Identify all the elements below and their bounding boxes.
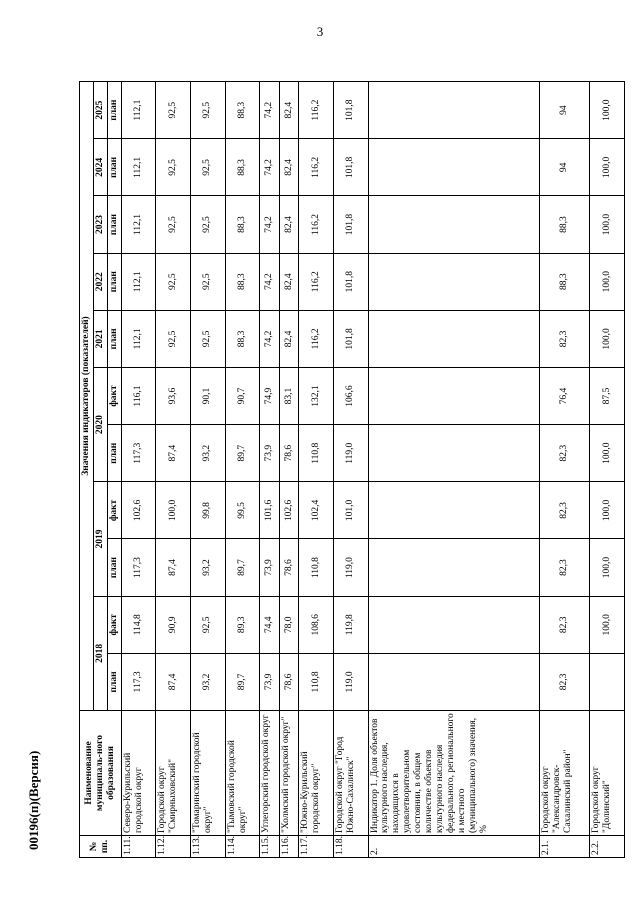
- indicator-value: 82,4: [279, 82, 298, 139]
- row-number: 2.: [368, 836, 540, 858]
- indicator-value: 82,3: [540, 596, 590, 653]
- table-row: [260, 82, 279, 858]
- indicator-value: 74,4: [260, 596, 279, 653]
- indicator-value: [368, 482, 540, 539]
- indicator-value: 100,0: [590, 253, 625, 310]
- table-row: [121, 82, 156, 858]
- indicator-value: 112,1: [121, 253, 156, 310]
- indicator-value: 92,5: [156, 310, 191, 367]
- indicator-value: 100,0: [156, 482, 191, 539]
- header-year: 2024: [93, 139, 107, 196]
- indicator-value: 88,3: [225, 196, 260, 253]
- indicator-value: 73,9: [260, 653, 279, 710]
- table-row: [279, 82, 298, 858]
- indicator-value: 74,2: [260, 310, 279, 367]
- municipality-name: Индикатор 1. Доля объектов культурного наследия, находящихся в удовлетворительном состоянии, в общем количестве объектов культурного наследия федерального, регионального и местного (муниципального) значения, %: [368, 711, 540, 836]
- indicator-value: 92,5: [156, 196, 191, 253]
- indicator-value: 89,7: [225, 539, 260, 596]
- table-row: [156, 82, 191, 858]
- municipality-name: Углегорский городской округ: [260, 711, 279, 836]
- municipality-name: "Тымовский городской округ": [225, 711, 260, 836]
- indicator-value: 101,0: [333, 482, 368, 539]
- indicator-value: 132,1: [299, 367, 334, 424]
- indicator-value: 88,3: [225, 82, 260, 139]
- indicator-value: [368, 653, 540, 710]
- indicator-value: 74,2: [260, 253, 279, 310]
- indicator-value: 87,4: [156, 653, 191, 710]
- indicators-table: [79, 81, 625, 858]
- indicator-value: [368, 253, 540, 310]
- indicator-value: 78,6: [279, 653, 298, 710]
- municipality-name: Городской округ "Смирныховский": [156, 711, 191, 836]
- indicator-value: 112,1: [121, 196, 156, 253]
- row-number: 1.11.: [121, 836, 156, 858]
- indicator-value: 92,5: [191, 139, 226, 196]
- header-name: Наименование муниципаль-ного образования: [80, 711, 122, 836]
- indicator-value: 112,1: [121, 139, 156, 196]
- indicator-value: 100,0: [590, 482, 625, 539]
- indicator-value: 110,8: [299, 539, 334, 596]
- indicator-value: [368, 367, 540, 424]
- table-row: [590, 82, 625, 858]
- indicator-value: 119,8: [333, 596, 368, 653]
- indicator-value: 93,2: [191, 653, 226, 710]
- indicator-value: 101,6: [260, 482, 279, 539]
- header-plan: план: [107, 539, 121, 596]
- indicator-value: 88,3: [225, 253, 260, 310]
- municipality-name: "Южно-Курильский городской округ": [299, 711, 334, 836]
- indicator-value: 100,0: [590, 596, 625, 653]
- indicator-value: 114,8: [121, 596, 156, 653]
- indicator-value: 92,5: [191, 196, 226, 253]
- header-indicator-values: Значения индикаторов (показателей): [80, 82, 94, 711]
- indicator-value: 82,4: [279, 310, 298, 367]
- indicator-value: 90,1: [191, 367, 226, 424]
- header-plan: план: [107, 425, 121, 482]
- header-plan: план: [107, 139, 121, 196]
- indicator-value: 82,3: [540, 310, 590, 367]
- indicator-value: 78,0: [279, 596, 298, 653]
- indicator-value: 99,5: [225, 482, 260, 539]
- indicator-value: 92,5: [191, 596, 226, 653]
- header-plan: план: [107, 196, 121, 253]
- indicator-value: 82,4: [279, 139, 298, 196]
- header-plan: план: [107, 310, 121, 367]
- indicator-value: 99,8: [191, 482, 226, 539]
- indicator-value: 83,1: [279, 367, 298, 424]
- indicator-value: 117,3: [121, 425, 156, 482]
- indicator-value: 119,0: [333, 653, 368, 710]
- indicator-value: 106,6: [333, 367, 368, 424]
- indicator-value: 89,7: [225, 425, 260, 482]
- indicator-value: 100,0: [590, 310, 625, 367]
- indicator-value: 116,2: [299, 82, 334, 139]
- municipality-name: "Холмский городской округ": [279, 711, 298, 836]
- table-row: [540, 82, 590, 858]
- indicator-value: 101,8: [333, 253, 368, 310]
- indicator-value: 110,8: [299, 653, 334, 710]
- indicator-value: 92,5: [156, 253, 191, 310]
- indicator-value: 116,2: [299, 310, 334, 367]
- indicator-value: 88,3: [540, 196, 590, 253]
- row-number: 2.2.: [590, 836, 625, 858]
- indicator-value: 101,8: [333, 196, 368, 253]
- indicator-value: 82,4: [279, 196, 298, 253]
- indicator-value: 88,3: [225, 310, 260, 367]
- indicator-value: 87,4: [156, 425, 191, 482]
- indicator-value: [368, 596, 540, 653]
- indicator-value: [368, 82, 540, 139]
- municipality-name: Городской округ "Александровск-Сахалинский район": [540, 711, 590, 836]
- indicator-value: 82,3: [540, 653, 590, 710]
- row-number: 1.15.: [260, 836, 279, 858]
- indicator-value: 90,7: [225, 367, 260, 424]
- indicator-value: 78,6: [279, 425, 298, 482]
- header-plan: план: [107, 653, 121, 710]
- indicator-value: 94: [540, 139, 590, 196]
- indicator-value: 93,2: [191, 425, 226, 482]
- indicator-value: 112,1: [121, 82, 156, 139]
- header-year: 2018: [93, 596, 107, 710]
- indicator-value: 101,8: [333, 139, 368, 196]
- header-fact: факт: [107, 367, 121, 424]
- indicator-value: 116,2: [299, 139, 334, 196]
- indicator-value: 119,0: [333, 425, 368, 482]
- indicator-value: 82,4: [279, 253, 298, 310]
- row-number: 1.17.: [299, 836, 334, 858]
- indicator-value: 88,3: [225, 139, 260, 196]
- header-no: № пп.: [80, 836, 122, 858]
- indicator-value: 74,2: [260, 82, 279, 139]
- indicator-value: 87,4: [156, 539, 191, 596]
- indicator-value: 110,8: [299, 425, 334, 482]
- header-year: 2023: [93, 196, 107, 253]
- indicator-value: 90,9: [156, 596, 191, 653]
- indicator-value: [368, 139, 540, 196]
- header-year: 2019: [93, 482, 107, 596]
- indicator-value: 92,5: [156, 139, 191, 196]
- indicator-value: 116,2: [299, 253, 334, 310]
- indicator-value: 100,0: [590, 139, 625, 196]
- table-row: [191, 82, 226, 858]
- row-number: 1.13.: [191, 836, 226, 858]
- indicator-value: 119,0: [333, 539, 368, 596]
- indicator-value: 117,3: [121, 539, 156, 596]
- header-plan: план: [107, 82, 121, 139]
- header-year: 2020: [93, 367, 107, 481]
- indicator-value: 74,2: [260, 139, 279, 196]
- table-row: [333, 82, 368, 858]
- row-number: 1.14.: [225, 836, 260, 858]
- indicator-value: [368, 425, 540, 482]
- row-number: 1.12.: [156, 836, 191, 858]
- indicator-value: 102,6: [121, 482, 156, 539]
- header-fact: факт: [107, 482, 121, 539]
- municipality-name: Городской округ "Город Южно-Сахалинск": [333, 711, 368, 836]
- header-year: 2022: [93, 253, 107, 310]
- indicator-value: 82,3: [540, 425, 590, 482]
- rotated-table-container: [79, 81, 625, 858]
- indicator-value: 92,5: [191, 82, 226, 139]
- indicator-value: 92,5: [191, 310, 226, 367]
- indicator-value: 92,5: [191, 253, 226, 310]
- indicator-value: 116,1: [121, 367, 156, 424]
- table-row: [299, 82, 334, 858]
- indicator-value: 102,6: [279, 482, 298, 539]
- table-row: [368, 82, 540, 858]
- indicator-value: 73,9: [260, 425, 279, 482]
- header-row-group: [80, 82, 94, 858]
- table-row: [225, 82, 260, 858]
- indicator-value: [368, 539, 540, 596]
- indicator-value: 101,8: [333, 310, 368, 367]
- indicator-value: 82,3: [540, 482, 590, 539]
- indicator-value: 89,7: [225, 653, 260, 710]
- header-fact: факт: [107, 596, 121, 653]
- indicator-value: 108,6: [299, 596, 334, 653]
- indicator-value: 88,3: [540, 253, 590, 310]
- indicator-value: 100,0: [590, 82, 625, 139]
- indicator-value: 112,1: [121, 310, 156, 367]
- indicator-value: [368, 310, 540, 367]
- row-number: 1.18.: [333, 836, 368, 858]
- indicator-value: 100,0: [590, 425, 625, 482]
- indicator-value: 76,4: [540, 367, 590, 424]
- indicator-value: 100,0: [590, 539, 625, 596]
- indicator-value: [590, 653, 625, 710]
- indicator-value: 89,3: [225, 596, 260, 653]
- indicator-value: 101,8: [333, 82, 368, 139]
- indicator-value: 74,2: [260, 196, 279, 253]
- indicator-value: 102,4: [299, 482, 334, 539]
- municipality-name: "Томаринский городской округ": [191, 711, 226, 836]
- municipality-name: Северо-Курильский городской округ: [121, 711, 156, 836]
- indicator-value: 117,3: [121, 653, 156, 710]
- municipality-name: Городской округ "Долинский": [590, 711, 625, 836]
- indicator-value: 93,6: [156, 367, 191, 424]
- header-year: 2025: [93, 82, 107, 139]
- indicator-value: 82,3: [540, 539, 590, 596]
- header-plan: план: [107, 253, 121, 310]
- indicator-value: 92,5: [156, 82, 191, 139]
- row-number: 1.16.: [279, 836, 298, 858]
- indicator-value: 78,6: [279, 539, 298, 596]
- document-footer: 00196(п)(Версия): [26, 750, 41, 850]
- table-body: [121, 82, 624, 858]
- indicator-value: 100,0: [590, 196, 625, 253]
- indicator-value: 94: [540, 82, 590, 139]
- indicator-value: 74,9: [260, 367, 279, 424]
- indicator-value: 73,9: [260, 539, 279, 596]
- indicator-value: [368, 196, 540, 253]
- indicator-value: 93,2: [191, 539, 226, 596]
- indicator-value: 116,2: [299, 196, 334, 253]
- page-number: 3: [316, 24, 324, 39]
- indicator-value: 87,5: [590, 367, 625, 424]
- row-number: 2.1.: [540, 836, 590, 858]
- header-year: 2021: [93, 310, 107, 367]
